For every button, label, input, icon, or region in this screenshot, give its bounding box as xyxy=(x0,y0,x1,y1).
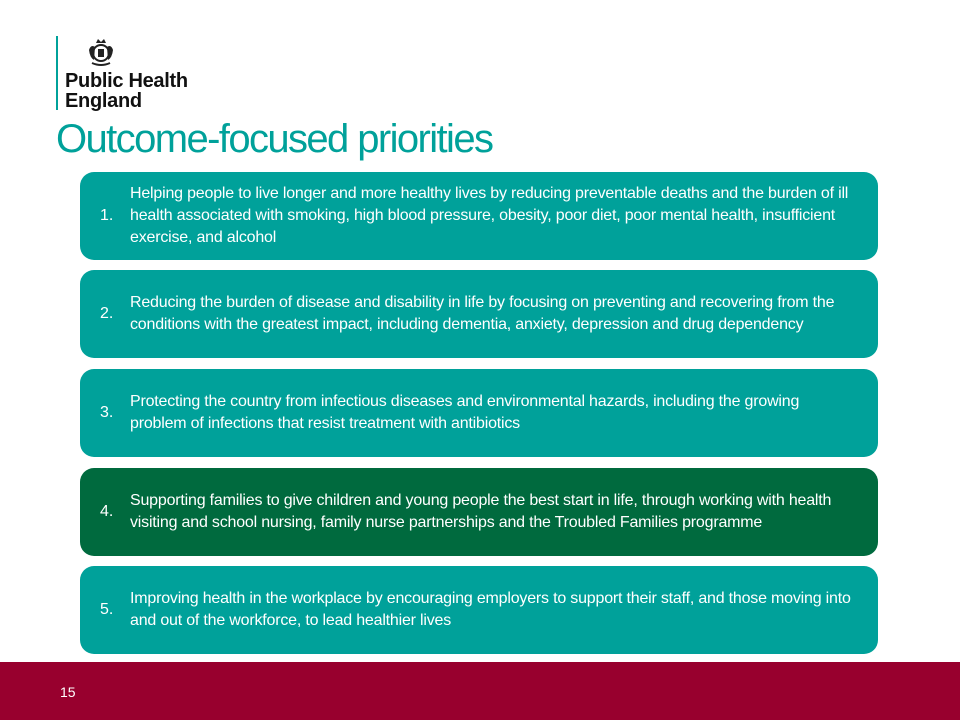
priority-text: Supporting families to give children and young people the best start in life, through working with health visiting and school nursing, family nurse partnerships and the Troubled Families programme xyxy=(130,492,832,531)
priority-number: 1. xyxy=(100,207,114,224)
priority-item-5 xyxy=(80,566,878,654)
priority-number: 4. xyxy=(100,503,114,520)
priority-item-4 xyxy=(80,468,878,556)
priority-item-1 xyxy=(80,172,878,260)
logo-line-1: Public Health xyxy=(65,70,188,92)
logo-line-2: England xyxy=(65,90,142,112)
logo-divider xyxy=(56,36,58,110)
page-title: Outcome-focused priorities xyxy=(56,117,493,161)
footer-bar xyxy=(0,662,960,720)
priority-text: Improving health in the workplace by encouraging employers to support their staff, and those moving into and out of the workforce, to lead healthier lives xyxy=(130,590,851,629)
priority-text: Protecting the country from infectious diseases and environmental hazards, including the growing problem of infections that resist treatment with antibiotics xyxy=(130,393,800,432)
logo-wordmark xyxy=(65,71,188,111)
royal-crest-icon xyxy=(86,36,116,68)
priority-item-3 xyxy=(80,369,878,457)
priority-item-2 xyxy=(80,270,878,358)
priority-text: Reducing the burden of disease and disability in life by focusing on preventing and recovering from the conditions with the greatest impact, including dementia, anxiety, depression and drug dependency xyxy=(130,294,835,333)
priority-number: 5. xyxy=(100,601,114,618)
priority-number: 3. xyxy=(100,404,114,421)
priority-number: 2. xyxy=(100,305,114,322)
priority-text: Helping people to live longer and more healthy lives by reducing preventable deaths and the burden of ill health associated with smoking, high blood pressure, obesity, poor diet, poor mental health, insufficient exercise, and alcohol xyxy=(130,185,849,246)
page-number: 15 xyxy=(60,684,76,700)
